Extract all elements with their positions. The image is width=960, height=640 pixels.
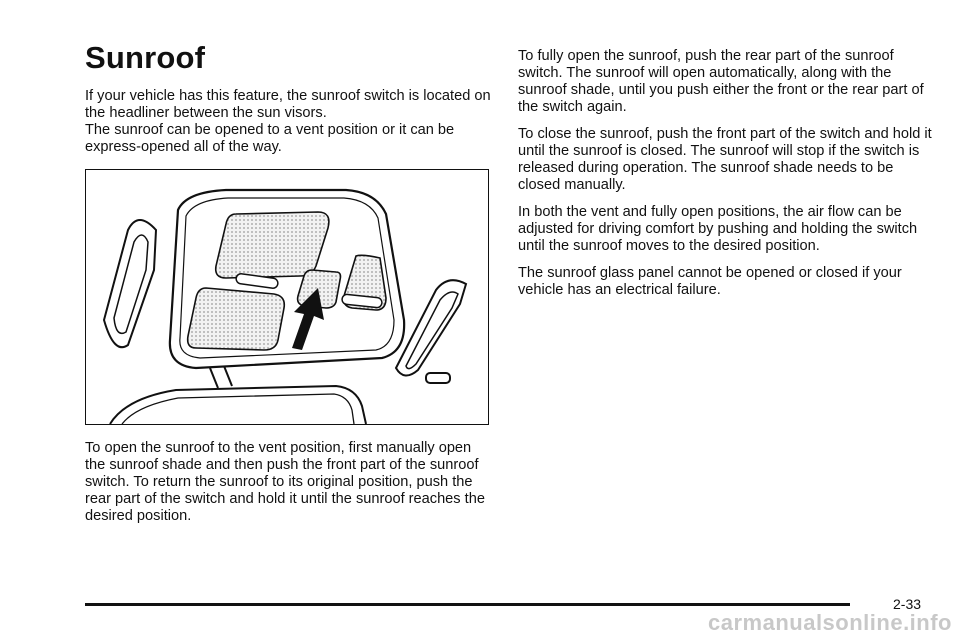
- front-left-lamp: [216, 212, 329, 278]
- headliner-console-drawing: [86, 170, 488, 424]
- watermark-text: carmanualsonline.info: [708, 610, 952, 635]
- sunroof-switch-illustration: [85, 169, 489, 425]
- vent-position-paragraph: To open the sunroof to the vent position, first manually open the sunroof shade and then push the front part of the sunroof switch. To return the sunroof to its original position, push the rear part of the switch and hold it until the sunroof reaches the desired position.: [85, 440, 485, 524]
- intro-paragraph-1: If your vehicle has this feature, the sunroof switch is located on the headliner between the sun visors.: [85, 88, 491, 121]
- rear-left-lamp: [188, 288, 285, 350]
- right-column: [518, 48, 933, 309]
- footer-rule: [85, 603, 850, 606]
- left-visor-clip: [104, 220, 156, 347]
- air-flow-paragraph: In both the vent and fully open positions, the air flow can be adjusted for driving comfort by pushing and holding the switch until the sunroof moves to the desired position.: [518, 204, 918, 254]
- page-number: 2-33: [893, 596, 922, 612]
- fully-open-paragraph: To fully open the sunroof, push the rear part of the sunroof switch. The sunroof will open automatically, along with the sunroof shade, until you push either the front or the rear part of the switch again.: [518, 48, 924, 115]
- page-title: Sunroof: [85, 40, 206, 75]
- right-visor-clip: [396, 280, 466, 383]
- rearview-mirror: [110, 366, 366, 424]
- close-paragraph: To close the sunroof, push the front part of the switch and hold it until the sunroof is closed. The sunroof will stop if the switch is released during operation. The sunroof shade needs to be closed manually.: [518, 126, 932, 193]
- electrical-failure-paragraph: The sunroof glass panel cannot be opened or closed if your vehicle has an electrical failure.: [518, 265, 902, 298]
- intro-paragraph-2: The sunroof can be opened to a vent position or it can be express-opened all of the way.: [85, 122, 455, 155]
